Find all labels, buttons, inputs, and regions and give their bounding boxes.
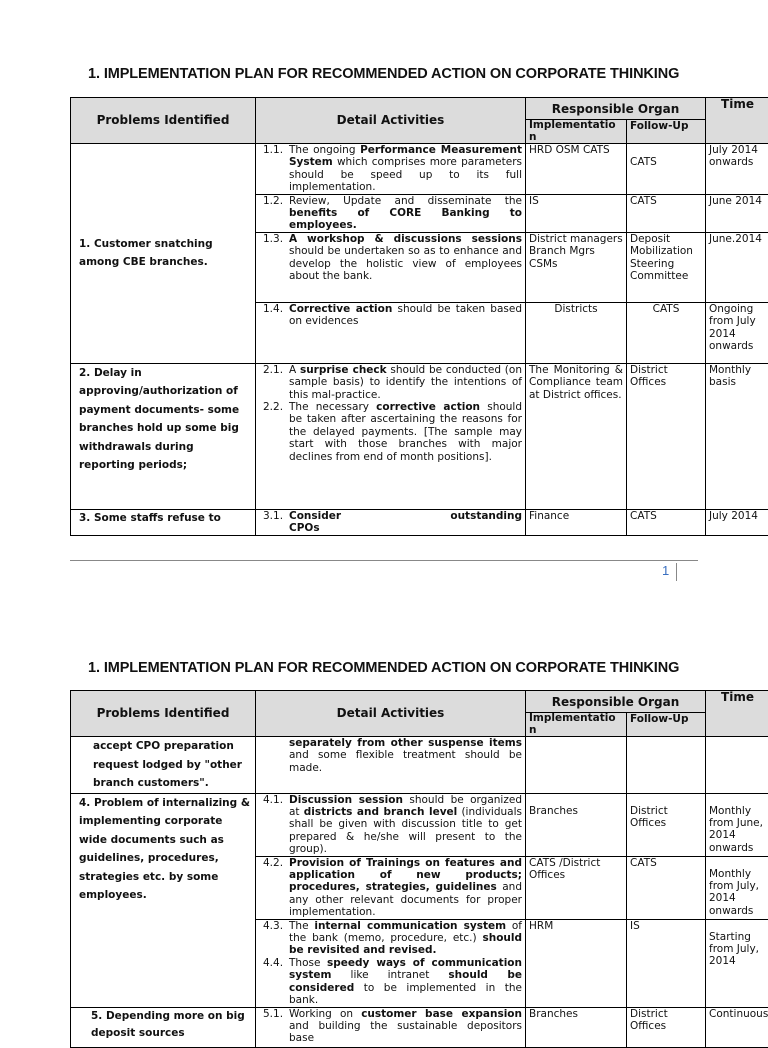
activity-text: The necessary <box>289 401 376 413</box>
header-problems: Problems Identified <box>71 691 256 737</box>
follow-1-1: CATS <box>627 144 706 195</box>
activity-bold: internal communication system <box>314 920 506 932</box>
activity-4-2 <box>256 856 526 919</box>
activity-number: 3.1. <box>259 510 289 535</box>
activity-text: should be undertaken so as to enhance and develop the holistic view of employees about the bank. <box>289 245 522 282</box>
activity-text: A <box>289 364 300 376</box>
page-2-heading: 1. IMPLEMENTATION PLAN FOR RECOMMENDED ACTION ON CORPORATE THINKING <box>88 660 679 676</box>
activity-number: 5.1. <box>259 1008 289 1045</box>
activity-text: Review, Update and disseminate the <box>289 195 522 207</box>
activity-text: should be organized at <box>289 794 522 818</box>
problem-5: 5. Depending more on big deposit sources <box>71 1007 256 1047</box>
activity-text: The <box>289 920 314 932</box>
header-follow-up: Follow-Up <box>627 120 706 144</box>
impl-1-4: Districts <box>526 302 627 363</box>
header-organ: Responsible Organ <box>526 98 706 120</box>
activity-number: 4.4. <box>259 957 289 1007</box>
follow-1-3: Deposit Mobilization Steering Committee <box>627 232 706 302</box>
problem-3-continued: accept CPO preparation request lodged by "other branch customers". <box>71 737 256 794</box>
activity-bold: A workshop & discussions sessions <box>289 233 522 245</box>
follow-2: District Offices <box>627 363 706 509</box>
activity-text: and any other relevant documents for proper implementation. <box>289 881 522 918</box>
activity-number: 1.4. <box>259 303 289 328</box>
time-4-2: Monthly from July, 2014 onwards <box>706 856 768 919</box>
activity-bold: corrective action <box>376 401 480 413</box>
time-4-1: Monthly from June, 2014 onwards <box>706 793 768 856</box>
page-number: 1 <box>662 563 669 578</box>
activity-bold: Consider outstanding CPOs <box>289 510 522 534</box>
header-activities: Detail Activities <box>256 691 526 737</box>
time-4-3: Starting from July, 2014 <box>706 919 768 1007</box>
impl-1-1: HRD OSM CATS <box>526 144 627 195</box>
activity-bold: Performance Measurement System <box>289 144 522 168</box>
activity-number: 4.2. <box>259 857 289 919</box>
time-2: Monthly basis <box>706 363 768 509</box>
activity-number: 1.3. <box>259 233 289 283</box>
activity-text: should be taken based on evidences <box>289 303 522 327</box>
problem-4: 4. Problem of internalizing & implementing corporate wide documents such as guidelines, procedures, strategies etc. by some employees. <box>71 793 256 1007</box>
activity-number: 1.2. <box>259 195 289 232</box>
page-1-heading: 1. IMPLEMENTATION PLAN FOR RECOMMENDED ACTION ON CORPORATE THINKING <box>88 66 679 82</box>
time-5-1: Continuous <box>706 1007 768 1047</box>
impl-3: Finance <box>526 509 627 535</box>
follow-1-2: CATS <box>627 194 706 232</box>
activity-4-3 <box>256 919 526 1007</box>
activity-text: and building the sustainable depositors base <box>289 1020 522 1044</box>
follow-3-continued <box>627 737 706 794</box>
header-problems: Problems Identified <box>71 98 256 144</box>
time-3: July 2014 <box>706 509 768 535</box>
header-implementation: Implementatio n <box>526 713 627 737</box>
time-1-3: June.2014 <box>706 232 768 302</box>
impl-1-2: IS <box>526 194 627 232</box>
activity-bold: Corrective action <box>289 303 392 315</box>
activity-text: Working on <box>289 1008 361 1020</box>
problem-1: 1. Customer snatching among CBE branches. <box>71 144 256 364</box>
problem-2: 2. Delay in approving/authorization of payment documents- some branches hold up some big withdrawals during reporting periods; <box>71 363 256 509</box>
impl-2: The Monitoring & Compliance team at District offices. <box>526 363 627 509</box>
activity-bold: surprise check <box>300 364 387 376</box>
activity-bold: customer base expansion <box>361 1008 522 1020</box>
activity-number: 2.1. <box>259 364 289 401</box>
activity-text: like intranet <box>331 969 448 981</box>
impl-4-3: HRM <box>526 919 627 1007</box>
activity-text: to be implemented in the bank. <box>289 982 522 1006</box>
follow-4-1: District Offices <box>627 793 706 856</box>
activity-text: which comprises more parameters should be speed up to its full implementation. <box>289 156 522 193</box>
activity-number: 1.1. <box>259 144 289 194</box>
activity-number: 2.2. <box>259 401 289 463</box>
impl-5-1: Branches <box>526 1007 627 1047</box>
impl-4-1: Branches <box>526 793 627 856</box>
header-organ: Responsible Organ <box>526 691 706 713</box>
activity-text: should be taken after ascertaining the reasons for the delayed payments. [The sample may start with those branches with major declines from end of month positions]. <box>289 401 522 463</box>
problem-3: 3. Some staffs refuse to <box>71 509 256 535</box>
follow-4-2: CATS <box>627 856 706 919</box>
activity-text: of the bank (memo, procedure, etc.) <box>289 920 522 944</box>
impl-1-3: District managers Branch Mgrs CSMs <box>526 232 627 302</box>
header-time: Time <box>706 98 768 144</box>
header-time: Time <box>706 691 768 737</box>
activity-text: (individuals shall be given with discussion title to get prepared & he/she will present to the group). <box>289 806 522 855</box>
header-implementation: Implementatio n <box>526 120 627 144</box>
activity-number: 4.1. <box>259 794 289 856</box>
activity-bold: Provision of Trainings on features and application of new products; procedures, strategies, guidelines <box>289 857 522 894</box>
activity-bold: districts and branch level <box>304 806 458 818</box>
plan-table-2 <box>70 690 768 1048</box>
follow-1-4: CATS <box>627 302 706 363</box>
activity-number: 4.3. <box>259 920 289 957</box>
activity-5-1 <box>256 1007 526 1047</box>
activity-4-1 <box>256 793 526 856</box>
impl-4-2: CATS /District Offices <box>526 856 627 919</box>
impl-3-continued <box>526 737 627 794</box>
time-1-4: Ongoing from July 2014 onwards <box>706 302 768 363</box>
time-3-continued <box>706 737 768 794</box>
time-1-2: June 2014 <box>706 194 768 232</box>
time-1-1: July 2014 onwards <box>706 144 768 195</box>
activity-bold: separately from other suspense items <box>289 737 522 749</box>
follow-5-1: District Offices <box>627 1007 706 1047</box>
activity-text: should be conducted (on sample basis) to identify the intentions of this mal-practice. <box>289 364 522 401</box>
activity-3-continued <box>256 737 526 794</box>
header-follow-up: Follow-Up <box>627 713 706 737</box>
activity-bold: should be revisited and revised. <box>289 932 522 956</box>
header-activities: Detail Activities <box>256 98 526 144</box>
follow-3: CATS <box>627 509 706 535</box>
activity-text: The ongoing <box>289 144 360 156</box>
activity-bold: benefits of CORE Banking to employees. <box>289 207 522 231</box>
activity-text: and some flexible treatment should be made. <box>289 749 522 773</box>
activity-text: Those <box>289 957 327 969</box>
follow-4-3: IS <box>627 919 706 1007</box>
activity-bold: should be considered <box>289 969 522 993</box>
activity-bold: speedy ways of communication system <box>289 957 522 981</box>
activity-bold: Discussion session <box>289 794 403 806</box>
